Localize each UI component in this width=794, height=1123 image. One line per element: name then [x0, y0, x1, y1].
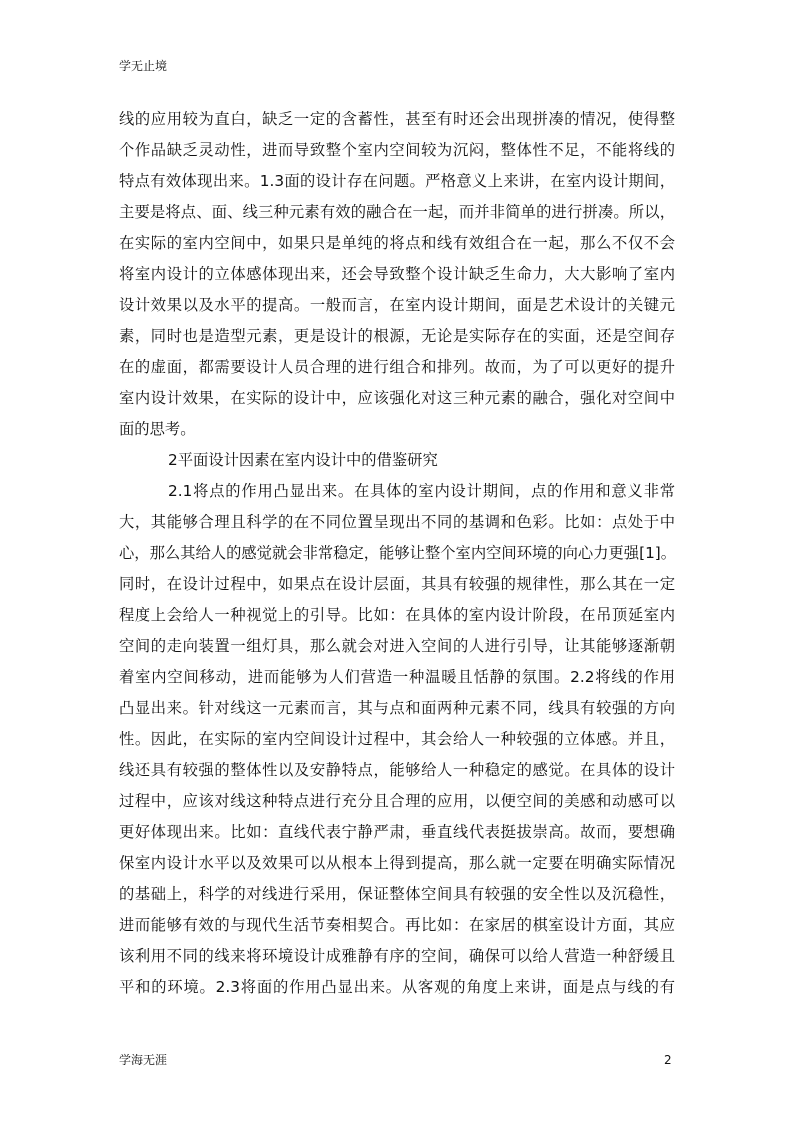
text-line: 线还具有较强的整体性以及安静特点，能够给人一种稳定的感觉。在具体的设计 — [119, 761, 675, 779]
text-line: 特点有效体现出来。1.3面的设计存在问题。严格意义上来讲，在室内设计期间， — [119, 172, 675, 190]
text-line: 更好体现出来。比如：直线代表宁静严肃，垂直线代表挺拔崇高。故而，要想确 — [119, 823, 675, 841]
text-line: 该利用不同的线来将环境设计成雅静有序的空间，确保可以给人营造一种舒缓且 — [119, 947, 675, 965]
text-line: 素，同时也是造型元素，更是设计的根源，无论是实际存在的实面，还是空间存 — [119, 327, 675, 345]
text-line: 同时，在设计过程中，如果点在设计层面，其具有较强的规律性，那么其在一定 — [119, 575, 675, 593]
text-line: 室内设计效果，在实际的设计中，应该强化对这三种元素的融合，强化对空间中 — [119, 389, 675, 407]
text-line: 凸显出来。针对线这一元素而言，其与点和面两种元素不同，线具有较强的方向 — [119, 699, 675, 717]
text-line: 保室内设计水平以及效果可以从根本上得到提高，那么就一定要在明确实际情况 — [119, 854, 675, 872]
text-line: 空间的走向装置一组灯具，那么就会对进入空间的人进行引导，让其能够逐渐朝 — [119, 637, 675, 655]
text-line: 设计效果以及水平的提高。一般而言，在室内设计期间，面是艺术设计的关键元 — [119, 296, 675, 314]
text-line: 将室内设计的立体感体现出来，还会导致整个设计缺乏生命力，大大影响了室内 — [119, 265, 675, 283]
text-line: 个作品缺乏灵动性，进而导致整个室内空间较为沉闷，整体性不足，不能将线的 — [119, 141, 675, 159]
text-line: 平和的环境。2.3将面的作用凸显出来。从客观的角度上来讲，面是点与线的有 — [119, 978, 675, 996]
page-header: 学无止境 — [119, 59, 168, 73]
text-line: 程度上会给人一种视觉上的引导。比如：在具体的室内设计阶段，在吊顶延室内 — [119, 606, 675, 624]
text-line: 线的应用较为直白，缺乏一定的含蓄性，甚至有时还会出现拼凑的情况，使得整 — [119, 110, 675, 128]
page-footer: 学海无涯 — [119, 1053, 168, 1067]
text-line: 面的思考。 — [119, 420, 196, 438]
text-line: 主要是将点、面、线三种元素有效的融合在一起，而并非简单的进行拼凑。所以， — [119, 203, 675, 221]
text-line: 进而能够有效的与现代生活节奏相契合。再比如：在家居的棋室设计方面，其应 — [119, 916, 675, 934]
text-line: 心，那么其给人的感觉就会非常稳定，能够让整个室内空间环境的向心力更强[1]。 — [119, 544, 677, 562]
document-body — [119, 104, 675, 1003]
text-line: 在实际的室内空间中，如果只是单纯的将点和线有效组合在一起，那么不仅不会 — [119, 234, 675, 252]
text-line: 的基础上，科学的对线进行采用，保证整体空间具有较强的安全性以及沉稳性， — [119, 885, 675, 903]
text-line: 在的虚面，都需要设计人员合理的进行组合和排列。故而，为了可以更好的提升 — [119, 358, 675, 376]
text-line: 着室内空间移动，进而能够为人们营造一种温暖且恬静的氛围。2.2将线的作用 — [119, 668, 675, 686]
text-line: 大，其能够合理且科学的在不同位置呈现出不同的基调和色彩。比如：点处于中 — [119, 513, 675, 531]
section-heading: 2平面设计因素在室内设计中的借鉴研究 — [168, 451, 438, 469]
page-number: 2 — [664, 1053, 672, 1067]
text-line: 2.1将点的作用凸显出来。在具体的室内设计期间，点的作用和意义非常 — [168, 482, 675, 500]
text-line: 过程中，应该对线这种特点进行充分且合理的应用，以便空间的美感和动感可以 — [119, 792, 675, 810]
text-line: 性。因此，在实际的室内空间设计过程中，其会给人一种较强的立体感。并且， — [119, 730, 675, 748]
